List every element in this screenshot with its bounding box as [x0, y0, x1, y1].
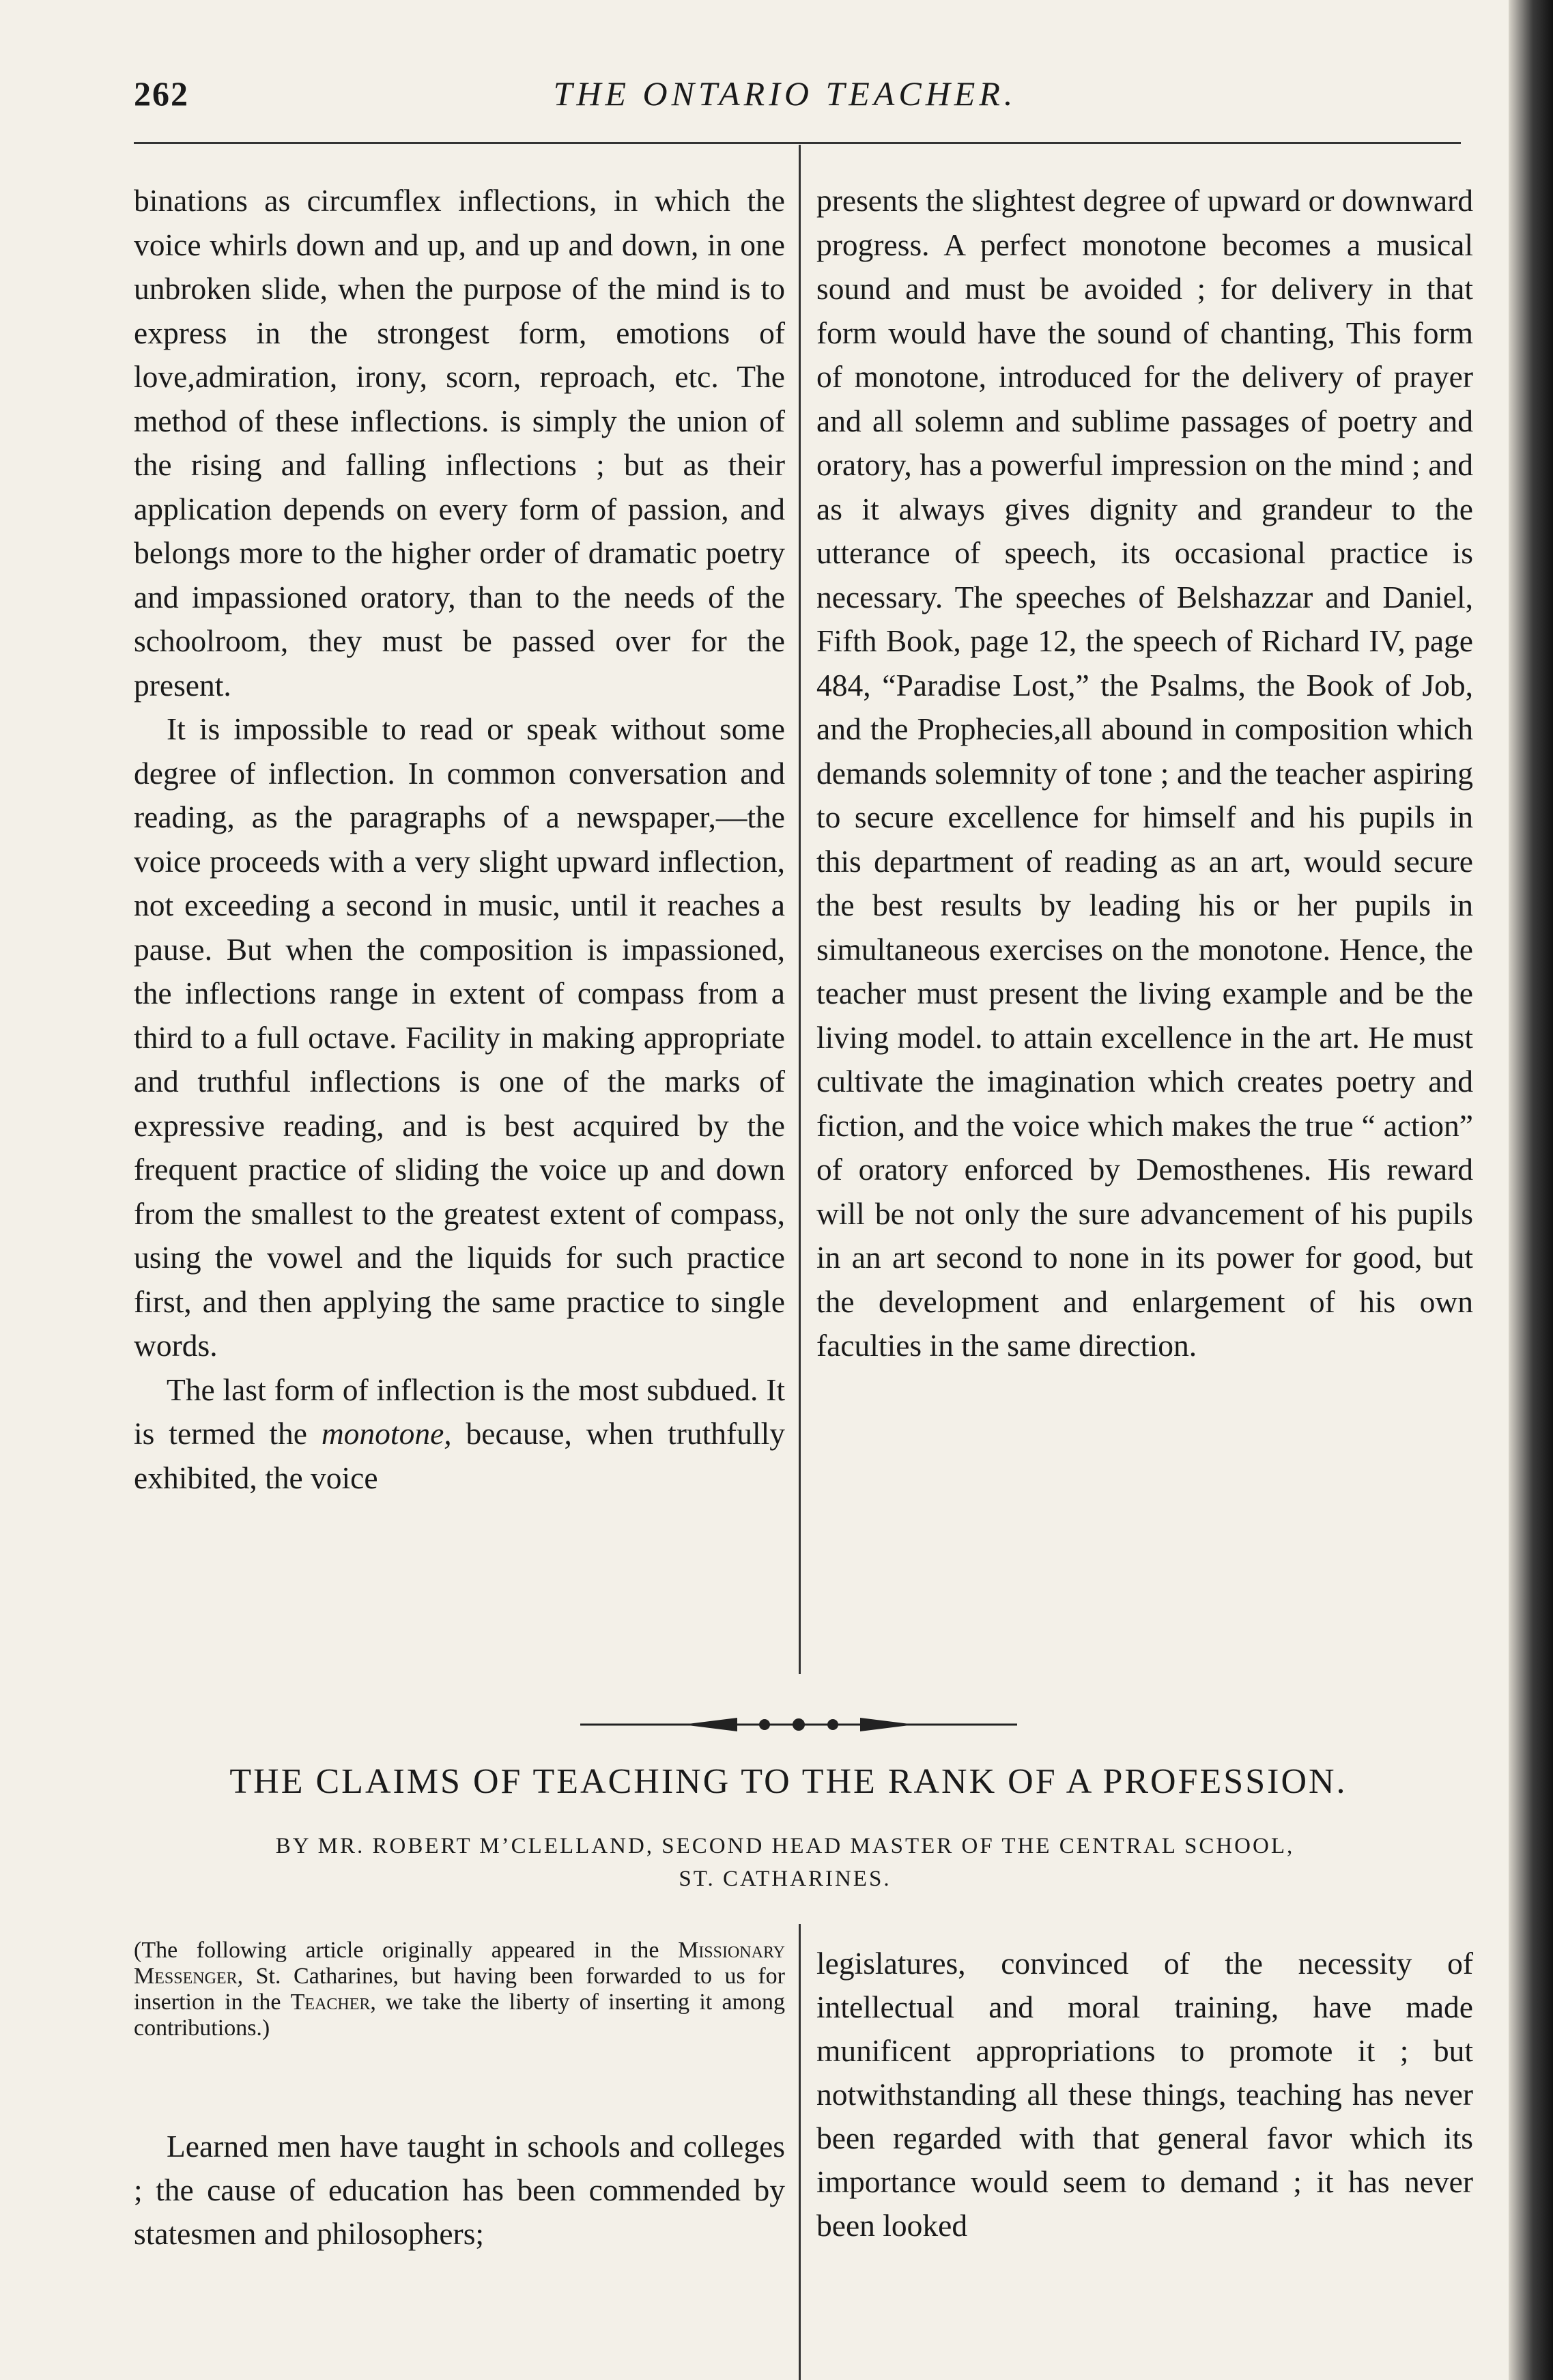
article-title: THE CLAIMS OF TEACHING TO THE RANK OF A PROFESSION.: [229, 1762, 1348, 1801]
lower-left-column: [134, 2125, 785, 2256]
note-text-3: , we take the liberty of inserting it among contributions.): [134, 1989, 786, 2041]
column-divider-lower: [799, 1924, 801, 2380]
lower-right-column: [816, 1942, 1473, 2248]
section-ornament-rule: [580, 1711, 1017, 1738]
note-text-2: , St. Catharines, but having been forwarded to us for insertion in the: [134, 1964, 785, 2015]
byline-place: ST. CATHARINES.: [679, 1867, 892, 1891]
page-binding-edge: [1509, 0, 1553, 2380]
column-divider-upper: [799, 145, 801, 1674]
article-paragraph-continued: legislatures, convinced of the necessity of intellectual and moral training, have made munificent appropriations to promote it ; but notwithstanding all these things, teaching has never been regarded with that general favor which its importance would seem to demand ; it has never been looked: [816, 1946, 1473, 2243]
article-paragraph-start: Learned men have taught in schools and colleges ; the cause of education has been commended by statesmen and philosophers;: [134, 2129, 785, 2251]
upper-left-column: [134, 179, 785, 1500]
monotone-text-start: The last form of inflection is the most subdued. It is termed the: [134, 1372, 785, 1451]
page-number: 262: [134, 74, 189, 113]
upper-right-column: [816, 179, 1473, 1368]
monotone-text-end: because, when truthfully exhibited, the voice: [134, 1416, 785, 1495]
monotone-term: monotone,: [321, 1416, 452, 1451]
byline-author: BY MR. ROBERT M’CLELLAND, SECOND HEAD MASTER OF THE CENTRAL SCHOOL,: [275, 1834, 1295, 1858]
paragraph-monotone-continued: presents the slightest degree of upward or downward progress. A perfect monotone becomes a musical sound and must be avoided ; for delivery in that form would have the sound of chanting, This form of monotone, introduced for the delivery of prayer and all solemn and sublime passages of poetry and oratory, has a powerful impression on the mind ; and as it always gives dignity and grandeur to the utterance of speech, its occasional practice is necessary. The speeches of Belshazzar and Daniel, Fifth Book, page 12, the speech of Richard IV, page 484, “Paradise Lost,” the Psalms, the Book of Job, and the Prophecies,all abound in composition which demands solemnity of tone ; and the teacher aspiring to secure excellence for himself and his pupils in this department of reading as an art, would secure the best results by leading his or her pupils in simultaneous exercises on the monotone. Hence, the teacher must present the living example and be the living model. to attain excellence in the art. He must cultivate the imagination which creates poetry and fiction, and the voice which makes the true “ action” of oratory enforced by Demosthenes. His reward will be not only the sure advancement of his pupils in an art second to none in its power for good, but the development and enlargement of his own faculties in the same direction.: [816, 183, 1473, 1363]
note-journal: Teacher: [290, 1989, 371, 2015]
paragraph-monotone-intro: [134, 1368, 785, 1501]
editorial-note: [134, 1938, 785, 2041]
running-head: THE ONTARIO TEACHER.: [553, 74, 1017, 113]
note-text-1: (The following article originally appeared in the: [134, 1938, 679, 1963]
header-rule: [134, 142, 1461, 144]
paragraph-inflection: It is impossible to read or speak without some degree of inflection. In common conversation and reading, as the paragraphs of a newspaper,—the voice proceeds with a very slight upward inflection, not exceeding a second in music, until it reaches a pause. But when the composition is impassioned, the inflections range in extent of compass from a third to a full octave. Facility in making appropriate and truthful inflections is one of the marks of expressive reading, and is best acquired by the frequent practice of sliding the voice up and down from the smallest to the greatest extent of compass, using the vowel and the liquids for such practice first, and then applying the same practice to single words.: [134, 711, 785, 1363]
note-publication: Missionary Messenger: [134, 1938, 785, 1989]
paragraph-circumflex: binations as circumflex inflections, in which the voice whirls down and up, and up and down, in one unbroken slide, when the purpose of the mind is to express in the strongest form, emotions of love,admiration, irony, scorn, reproach, etc. The method of these inflections. is simply the union of the rising and falling inflections ; but as their application depends on every form of passion, and belongs more to the higher order of dramatic poetry and impassioned oratory, than to the needs of the schoolroom, they must be passed over for the present.: [134, 183, 785, 703]
article-byline: [171, 1830, 1399, 1895]
